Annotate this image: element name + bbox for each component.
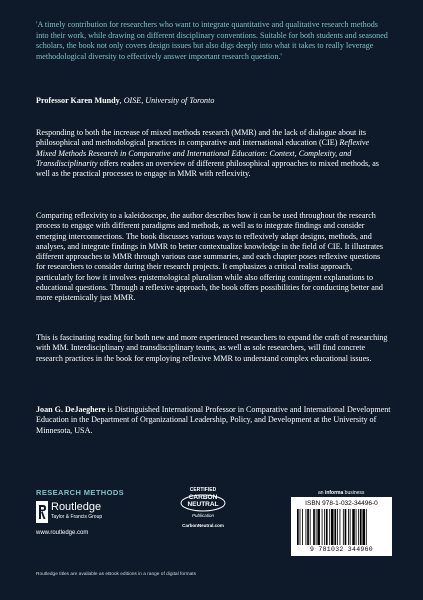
endorsement-attribution <box>36 96 391 106</box>
informa-brand: informa <box>324 490 344 496</box>
carbon-neutral-line1: CARBON <box>188 494 218 501</box>
isbn-text: ISBN 978-1-032-34496-0 <box>305 500 378 507</box>
author-bio <box>36 405 391 436</box>
description-paragraph-3: This is fascinating reading for both new and more experienced researchers to expand the craft of researching with MM. Interdisciplinary and transdisciplinary teams, as well as sole researchers, will find concrete research practices in the book for employing reflexive MMR to understand complex educational issues. <box>36 333 388 363</box>
carbon-neutral-certified: CERTIFIED <box>189 487 217 493</box>
description-paragraph-2: Comparing reflexivity to a kaleidoscope, the author describes how it can be used throughout the research process to engage with different paradigms and methods, as well as to integrate findings and consider emerging interconnections. The book discusses various ways to reflexively adapt designs, methods, and analyses, and integrate findings in MMR to better contextualize knowledge in the field of CIE. It illustrates different approaches to MMR through various case summaries, and each chapter poses reflexive questions for researchers to consider during their research projects. It emphasizes a critical realist approach, particularly for how it involves epistemological pluralism while also offering contingent explanations to educational questions. Through a reflexive approach, the book offers possibilities for conducting better and more epistemically just MMR. <box>36 211 384 303</box>
isbn-barcode <box>291 497 392 556</box>
carbon-neutral-logo <box>178 487 228 547</box>
carbon-neutral-mark <box>180 494 226 508</box>
endorser-affiliation: , OISE, University of Toronto <box>119 96 215 105</box>
description-text: Responding to both the increase of mixed methods research (MMR) and the lack of dialogue about its philosophical and methodological practices in comparative and international education (CIE) <box>36 128 366 148</box>
ebook-footnote: Routledge titles are available as eBook editions in a range of digital formats <box>36 572 196 577</box>
routledge-r-icon <box>36 501 48 523</box>
publisher-url[interactable]: www.routledge.com <box>36 530 89 536</box>
informa-prefix: an <box>318 490 325 496</box>
publisher-name: Routledge <box>51 501 102 513</box>
author-name: Joan G. DeJaeghere <box>36 405 106 414</box>
barcode-digits: 9 781032 344960 <box>309 546 373 553</box>
informa-suffix: business <box>343 490 365 496</box>
carbon-neutral-line2: NEUTRAL <box>187 501 219 508</box>
book-title: Reflexive Mixed Methods Research in Comparative and International Education: Context, Complexity, and Transdisciplinarity <box>36 138 370 168</box>
informa-tagline <box>318 490 364 496</box>
publisher-subname: Taylor & Francis Group <box>51 514 103 520</box>
carbon-neutral-publication: Publication <box>191 513 214 518</box>
barcode-bars <box>297 509 386 545</box>
endorser-name: Professor Karen Mundy <box>36 96 120 105</box>
series-label: RESEARCH METHODS <box>36 488 125 497</box>
routledge-logo <box>36 501 126 527</box>
carbon-neutral-url: CarbonNeutral.com <box>182 523 224 528</box>
author-bio-text: is Distinguished International Professor in Comparative and International Development Education in the Department of Organizational Leadership, Policy, and Development at the University of Minnesota, USA. <box>36 405 391 435</box>
description-text: offers readers an overview of different philosophical approaches to mixed methods, as well as the practical processes to engage in MMR with reflexivity. <box>36 158 379 179</box>
description-paragraph-1 <box>36 128 391 179</box>
endorsement-quote: 'A timely contribution for researchers who want to integrate quantitative and qualitative research methods into their work, while drawing on different disciplinary conventions. Suitable for both students and seasoned scholars, the book not only covers design issues but also digs deeply into what it takes to really leverage methodological diversity to effectively answer important research question.' <box>36 20 388 61</box>
